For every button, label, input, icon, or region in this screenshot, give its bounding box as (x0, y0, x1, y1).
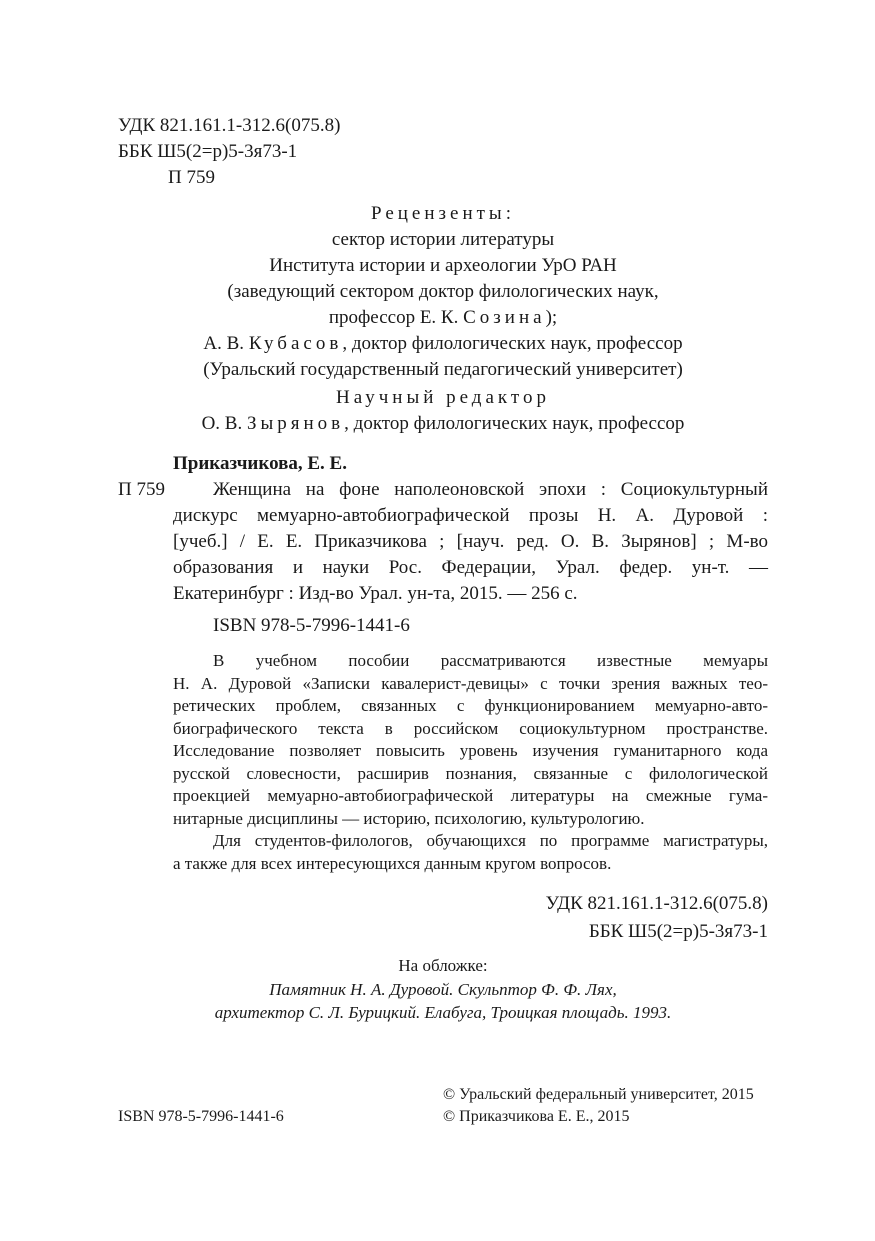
bib-line: [учеб.] / Е. Е. Приказчикова ; [науч. ред. О. В. Зырянов] ; М-во (173, 531, 768, 552)
udk-code-right: УДК 821.161.1-312.6(075.8) (545, 893, 768, 914)
cover-note (118, 955, 768, 1025)
annotation-line: В учебном пособии рассматриваются известные мемуары (213, 651, 768, 670)
bib-line: Женщина на фоне наполеоновской эпохи : Социокультурный (213, 479, 768, 500)
reviewer-line: сектор истории литературы (331, 229, 555, 250)
cover-line: архитектор С. Л. Бурицкий. Елабуга, Троицкая площадь. 1993. (214, 1003, 672, 1022)
cover-heading: На обложке: (398, 956, 488, 975)
editor-prefix: О. В. (201, 413, 247, 434)
udk-code: УДК 821.161.1-312.6(075.8) (118, 115, 341, 136)
classification-right (400, 892, 768, 944)
annotation-line: нитарные дисциплины — историю, психологию, культурологию. (173, 808, 645, 828)
annotation-line: Н. А. Дуровой «Записки кавалерист-девицы» с точки зрения важных тео- (173, 673, 768, 693)
annotation-line: русской словесности, расширив познания, связанные с филологической (173, 763, 768, 783)
bib-author: Приказчикова, Е. Е. (173, 453, 347, 474)
reviewer-line: Института истории и археологии УрО РАН (269, 255, 617, 276)
bib-line: Екатеринбург : Изд-во Урал. ун-та, 2015. — 256 с. (173, 583, 578, 604)
bib-sign: П 759 (118, 479, 165, 500)
annotation-line: биографического текста в российском социокультурном пространстве. (173, 718, 768, 738)
annotation-line: ретических проблем, связанных с функционированием мемуарно-авто- (173, 696, 768, 715)
annotation-line: проекцией мемуарно-автобиографической литературы на смежные гума- (173, 786, 768, 805)
annotation-line: Исследование позволяет повысить уровень изучения гуманитарного кода (173, 741, 768, 760)
reviewers-heading: Рецензенты: (371, 203, 515, 224)
bib-line: дискурс мемуарно-автобиографической прозы Н. А. Дуровой : (173, 505, 768, 526)
copyright-line: © Приказчикова Е. Е., 2015 (443, 1108, 630, 1125)
editor-name: Зырянов (246, 413, 345, 434)
bbk-code: ББК Ш5(2=р)5-3я73-1 (118, 141, 298, 162)
copyright-block (443, 1084, 754, 1128)
annotation-line: Для студентов-филологов, обучающихся по программе магистратуры, (213, 831, 768, 850)
editor-suffix: , доктор филологических наук, профессор (344, 413, 685, 434)
author-sign: П 759 (168, 167, 215, 188)
reviewer-prefix: профессор Е. К. (328, 307, 464, 328)
reviewer-line (118, 332, 768, 356)
bib-isbn: ISBN 978-5-7996-1441-6 (213, 615, 410, 636)
reviewer-line: (Уральский государственный педагогический университет) (203, 359, 683, 380)
annotation (173, 650, 768, 875)
reviewer-name: Кубасов (248, 333, 343, 354)
reviewers-block (118, 202, 768, 436)
reviewer-suffix: , доктор филологических наук, профессор (342, 333, 683, 354)
reviewer-prefix: А. В. (203, 333, 249, 354)
cover-line: Памятник Н. А. Дуровой. Скульптор Ф. Ф. Лях, (269, 979, 617, 999)
copyright-line: © Уральский федеральный университет, 2015 (443, 1086, 754, 1103)
reviewer-line (118, 306, 768, 330)
annotation-line: а также для всех интересующихся данным кругом вопросов. (173, 853, 612, 873)
editor-line (118, 412, 768, 436)
reviewer-name: Созина (463, 307, 546, 328)
reviewer-suffix: ); (545, 307, 558, 328)
reviewer-line: (заведующий сектором доктор филологических наук, (227, 281, 659, 302)
bib-line: образования и науки Рос. Федерации, Урал. федер. ун-т. — (173, 557, 768, 578)
bib-description (173, 478, 768, 606)
bbk-code-right: ББК Ш5(2=р)5-3я73-1 (588, 921, 768, 942)
footer-isbn: ISBN 978-5-7996-1441-6 (118, 1108, 284, 1125)
editor-heading: Научный редактор (336, 387, 550, 408)
